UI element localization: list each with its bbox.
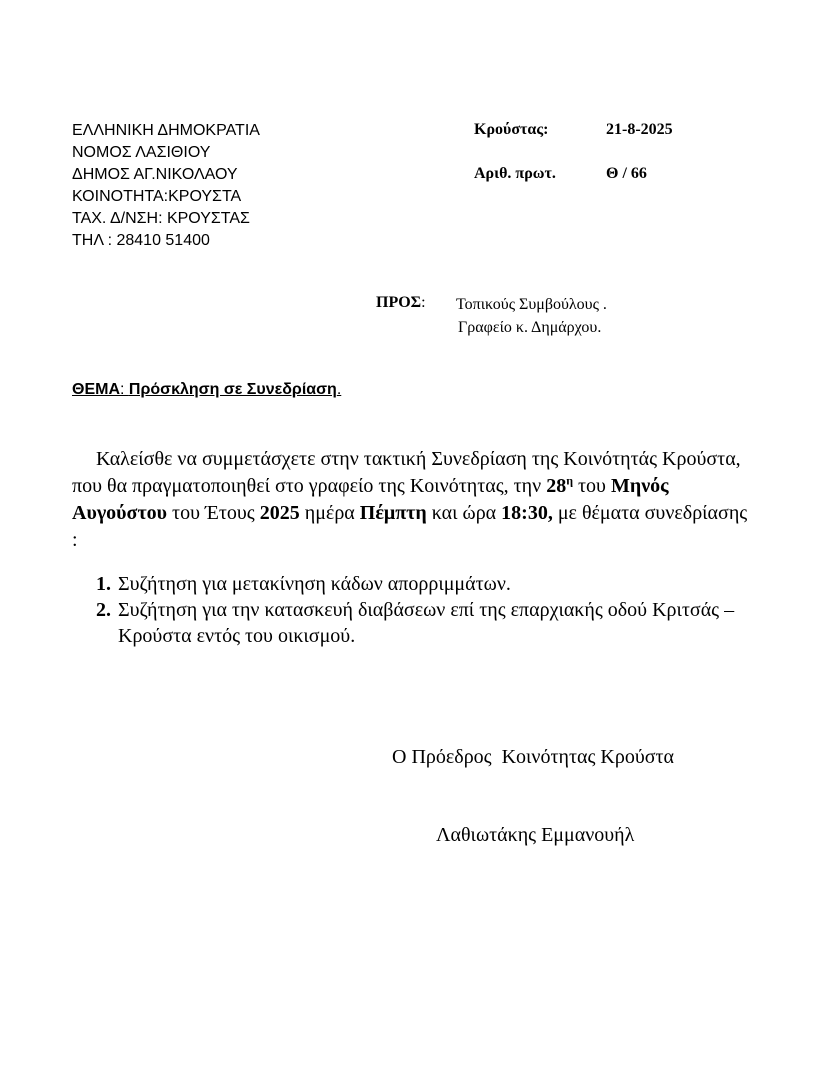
sender-line-municipality: ΔΗΜΟΣ ΑΓ.ΝΙΚΟΛΑΟΥ (72, 166, 238, 183)
subject-end: . (336, 381, 342, 398)
signature-title: Ο Πρόεδρος Κοινότητας Κρούστα (392, 746, 675, 768)
sender-line-country: ΕΛΛΗΝΙΚΗ ΔΗΜΟΚΡΑΤΙΑ (72, 122, 260, 139)
protocol-label: Αριθ. πρωτ. (474, 165, 556, 182)
body-text-6: με θέματα συνεδρίασης : (72, 502, 748, 551)
sender-block (72, 120, 260, 252)
meeting-weekday: Πέμπτη (359, 502, 427, 524)
sender-line-community: ΚΟΙΝΟΤΗΤΑ:ΚΡΟΥΣΤΑ (72, 188, 242, 205)
subject-line (72, 381, 341, 399)
body-text-3: του Έτους (167, 502, 260, 524)
subject-text: Πρόσκληση σε Συνεδρίαση (128, 381, 337, 398)
place-label: Κρούστας: (474, 121, 549, 138)
body-text-1: Καλείσθε να συμμετάσχετε στην τακτική Συνεδρίαση της Κοινότητάς Κρούστα, που θα πραγματοποιηθεί στο γραφείο της Κοινότητας, την (72, 448, 741, 497)
agenda-item-number: 2. (96, 599, 111, 621)
subject-separator: : (120, 381, 129, 398)
recipients-label-text: ΠΡΟΣ (376, 294, 422, 311)
recipient-line-2: Γραφείο κ. Δημάρχου. (458, 319, 602, 336)
recipient-line-1: Τοπικούς Συμβούλους . (456, 296, 607, 313)
body-text-4: ημέρα (299, 502, 360, 524)
sender-line-phone: ΤΗΛ : 28410 51400 (72, 232, 210, 249)
recipients-label (376, 294, 426, 312)
meeting-time: 18:30, (501, 502, 553, 524)
meeting-day-suffix: η (566, 473, 574, 488)
subject-label: ΘΕΜΑ (72, 381, 120, 398)
protocol-number: Θ / 66 (606, 165, 647, 182)
meeting-month: Μηνός Αυγούστου (72, 475, 669, 524)
sender-line-address: ΤΑΧ. Δ/ΝΣΗ: ΚΡΟΥΣΤΑΣ (72, 210, 250, 227)
body-text-2: του (573, 475, 611, 497)
agenda-item-number: 1. (96, 573, 111, 595)
invitation-paragraph (72, 446, 752, 554)
signature-name: Λαθιωτάκης Εμμανουήλ (436, 824, 635, 846)
recipients-colon: : (421, 294, 426, 311)
meeting-day: 28 (546, 475, 567, 497)
agenda-list (96, 571, 736, 649)
agenda-item-text: Συζήτηση για την κατασκευή διαβάσεων επί της επαρχιακής οδού Κριτσάς – Κρούστα εντός του οικισμού. (118, 599, 735, 647)
agenda-item-text: Συζήτηση για μετακίνηση κάδων απορριμμάτων. (118, 573, 511, 595)
agenda-item (96, 597, 736, 649)
document-date: 21-8-2025 (606, 121, 673, 138)
meeting-year: 2025 (259, 502, 300, 524)
sender-line-prefecture: ΝΟΜΟΣ ΛΑΣΙΘΙΟΥ (72, 144, 211, 161)
agenda-item (96, 571, 736, 597)
body-text-5: και ώρα (426, 502, 502, 524)
